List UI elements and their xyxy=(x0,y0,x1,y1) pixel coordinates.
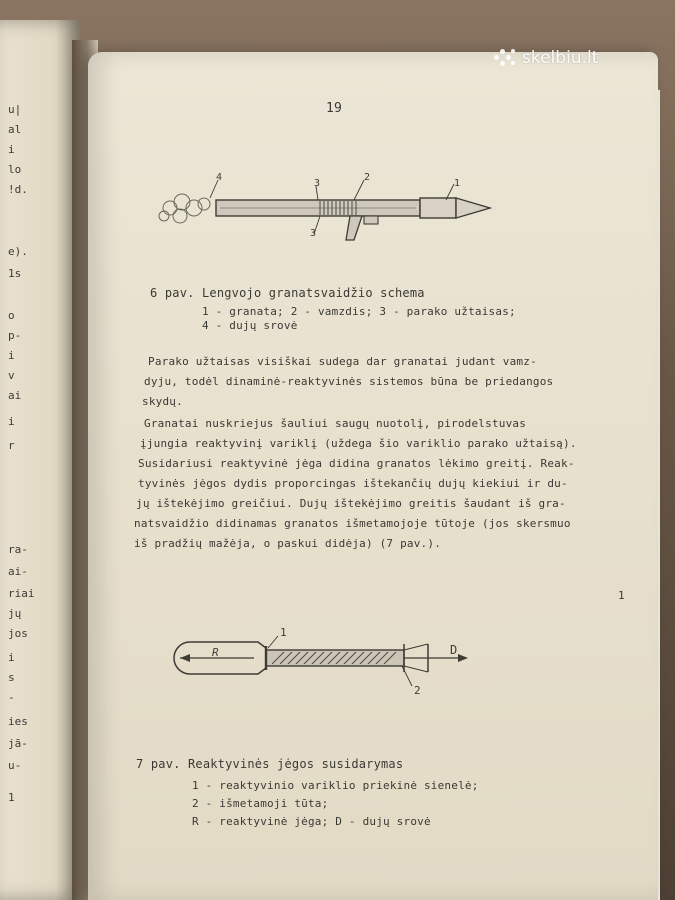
figure-7-legend-line: R - reaktyvinė jėga; D - dujų srovė xyxy=(192,815,431,828)
figure-7-reactive-force-diagram xyxy=(150,626,480,698)
left-page-fragment: riai xyxy=(8,587,35,600)
figure-6-caption: 6 pav. Lengvojo granatsvaidžio schema xyxy=(150,286,425,300)
paragraph-line: įjungia reaktyvinį variklį (uždega šio variklio parako užtaisą). xyxy=(140,437,577,450)
left-page xyxy=(0,20,80,900)
left-page-fragment: jų xyxy=(8,607,22,620)
left-page-fragment: ai xyxy=(8,389,22,402)
paragraph-line: skydų. xyxy=(142,395,183,408)
figure-7-label: D xyxy=(450,643,458,657)
left-page-fragment: e). xyxy=(8,245,28,258)
left-page-fragment: v xyxy=(8,369,15,382)
figure-6-label: 1 xyxy=(454,178,461,189)
figure-6-label: 4 xyxy=(216,172,223,183)
figure-6-label: 2 xyxy=(364,172,371,183)
paragraph-line: dyju, todėl dinaminė-reaktyvinės sistemos būna be priedangos xyxy=(144,375,554,388)
left-page-fragment: jos xyxy=(8,627,28,640)
figure-6-label: 3 xyxy=(314,178,321,189)
paragraph-line: tyvinės jėgos dydis proporcingas ištekančių dujų kiekiui ir du- xyxy=(138,477,568,490)
paragraph-line: Parako užtaisas visiškai sudega dar granatai judant vamz- xyxy=(148,355,537,368)
left-page-fragment: u- xyxy=(8,759,22,772)
left-page-fragment: rа- xyxy=(8,543,28,556)
paragraph-line: Susidariusi reaktyvinė jėga didina granatos lėkimo greitį. Reak- xyxy=(138,457,575,470)
page-number: 19 xyxy=(326,101,343,116)
left-page-fragment: - xyxy=(8,691,15,704)
left-page-fragment: i xyxy=(8,651,15,664)
left-page-fragment: o xyxy=(8,309,15,322)
margin-mark: 1 xyxy=(618,589,625,602)
paragraph-line: iš pradžių mažėja, o paskui didėja) (7 pav.). xyxy=(134,537,442,550)
figure-7-label: 2 xyxy=(414,684,421,697)
paragraph-line: natsvaidžio didinamas granatos išmetamojoje tūtoje (jos skersmuo xyxy=(134,517,571,530)
figure-7-label: 1 xyxy=(280,626,287,639)
left-page-fragment: lo xyxy=(8,163,22,176)
watermark-text: skelbiu.lt xyxy=(522,48,599,68)
figure-7-legend-line: 2 - išmetamoji tūta; xyxy=(192,797,329,810)
left-page-fragment: s xyxy=(8,671,15,684)
left-page-fragment: i xyxy=(8,349,15,362)
left-page-fragment: 1 xyxy=(8,791,15,804)
left-page-fragment: !d. xyxy=(8,183,28,196)
left-page-fragment: 1s xyxy=(8,267,22,280)
left-page-fragment: r xyxy=(8,439,15,452)
left-page-fragment: jā- xyxy=(8,737,28,750)
paragraph-line: Granatai nuskriejus šauliui saugų nuotolį, pirodelstuvas xyxy=(144,417,527,430)
left-page-fragment: i xyxy=(8,415,15,428)
figure-6-label: 3 xyxy=(310,228,317,239)
left-page-fragment: u| xyxy=(8,103,22,116)
watermark-logo-icon xyxy=(494,47,516,69)
figure-6-legend-line: 4 - dujų srovė xyxy=(202,319,298,332)
figure-7-label: R xyxy=(212,646,219,659)
left-page-fragment: ies xyxy=(8,715,28,728)
figure-7-caption: 7 pav. Reaktyvinės jėgos susidarymas xyxy=(136,757,404,771)
paragraph-line: jų ištekėjimo greičiui. Dujų ištekėjimo greitis šaudant iš gra- xyxy=(136,497,566,510)
figure-7-legend-line: 1 - reaktyvinio variklio priekinė sienelė; xyxy=(192,779,479,792)
figure-6-legend-line: 1 - granata; 2 - vamzdis; 3 - parako užtaisas; xyxy=(202,305,516,318)
left-page-fragment: ai- xyxy=(8,565,28,578)
watermark xyxy=(494,46,598,70)
left-page-fragment: p- xyxy=(8,329,22,342)
left-page-fragment: i xyxy=(8,143,15,156)
left-page-fragment: al xyxy=(8,123,22,136)
figure-6-launcher-diagram xyxy=(150,170,500,250)
